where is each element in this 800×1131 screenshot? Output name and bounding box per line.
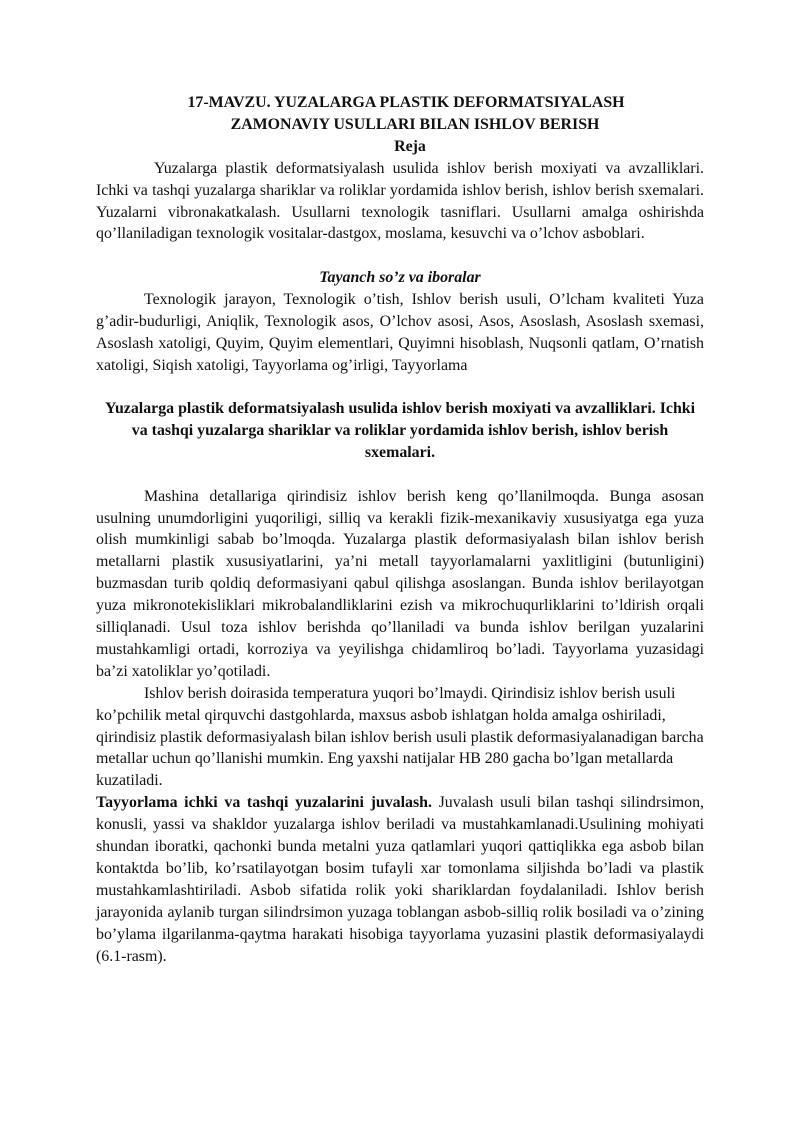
keywords-text: Texnologik jarayon, Texnologik o’tish, Ishlov berish usuli, O’lcham kvaliteti Yuza g’adir-budurligi, Aniqlik, Texnologik asos, O’lchov asosi, Asos, Asoslash, Asoslash sxemasi, Asoslash xatoligi, Quyim, Quyim elementlari, Quyimni hisoblash, Nuqsonli qatlam, O’rnatish xatoligi, Siqish xatoligi, Tayyorlama og’irligi, Tayyorlama [96,291,704,374]
paragraph-2: Ishlov berish doirasida temperatura yuqori bo’lmaydi. Qirindisiz ishlov berish usuli ko’pchilik metal qirquvchi dastgohlarda, maxsus asbob ishlatgan holda amalga oshiriladi, qirindisiz plastik deformasiyalash bilan ishlov berish usuli plastik deformasiyalanadigan barcha metallar uchun qo’llanishi mumkin. Eng yaxshi natijalar HB 280 gacha bo’lgan metallarda kuzatiladi. [96,684,704,790]
reja-text: Yuzalarga plastik deformatsiyalash usulida ishlov berish moxiyati va avzalliklari. Ichki va tashqi yuzalarga shariklar va roliklar yordamida ishlov berish, ishlov berish sxemalari. Yuzalarni vibronakatkalash. Usullarni texnologik tasniflari. Usullarni amalga oshirishda qo’llaniladigan texnologik vositalar-dastgox, moslama, kesuvchi va o’lchov asboblari. [96,159,704,243]
section-heading: Yuzalarga plastik deformatsiyalash usulida ishlov berish moxiyati va avzalliklari. Ichki va tashqi yuzalarga shariklar va roliklar yordamida ishlov berish, ishlov berish sxemalari. [104,399,696,461]
reja-heading: Reja [394,137,426,155]
paragraph-3-lead: Tayyorlama ichki va tashqi yuzalarini juvalash. [96,794,432,812]
document-page [96,92,704,968]
title-line-1: 17-MAVZU. YUZALARGA PLASTIK DEFORMATSIYALASH [187,94,625,111]
title-line-2: ZAMONAVIY USULLARI BILAN ISHLOV BERISH [230,115,600,133]
keywords-heading: Tayanch so’z va iboralar [319,269,481,287]
paragraph-3 [96,792,704,967]
paragraph-3-text: Juvalash usuli bilan tashqi silindrsimon, konusli, yassi va shakldor yuzalarga ishlov beriladi va mustahkamlanadi.Usulining mohiyati shundan iboratki, qachonki bunda metalni yuza qatlamlari yuqori qattiqlikka ega asbob bilan kontaktda bo’lib, ko’rsatilayotgan bosim tufayli xar tomonlama siljishda bo’ladi va plastik mustahkamlashtiriladi. Asbob sifatida rolik yoki shariklardan foydalaniladi. Ishlov berish jarayonida aylanib turgan silindrsimon yuzaga toblangan asbob-silliq rolik bosiladi va o’zining bo’ylama ilgarilanma-qaytma harakati hisobiga tayyorlama yuzasini plastik deformasiyalaydi (6.1-rasm). [96,794,704,965]
paragraph-1: Mashina detallariga qirindisiz ishlov berish keng qo’llanilmoqda. Bunga asosan usulning unumdorligini yuqoriligi, silliq va kerakli fizik-mexanikaviy xususiyatga ega yuza olish mumkinligi sabab bo’lmoqda. Yuzalarga plastik deformasiyalash bilan ishlov berish metallarni plastik xususiyatlarini, ya’ni metall tayyorlamalarni yaxlitligini (butunligini) buzmasdan turib qoldiq deformasiyani qabul qilishga asoslangan. Bunda ishlov berilayotgan yuza mikronotekisliklari mikrobalandliklarini ezish va mikrochuqurliklarini to’ldirish orqali silliqlanadi. Usul toza ishlov berishda qo’llaniladi va bunda ishlov berilgan yuzalarini mustahkamligi ortadi, korroziya va yeyilishga chidamliroq bo’ladi. Tayyorlama yuzasidagi ba’zi xatoliklar yo’qotiladi. [96,487,704,680]
